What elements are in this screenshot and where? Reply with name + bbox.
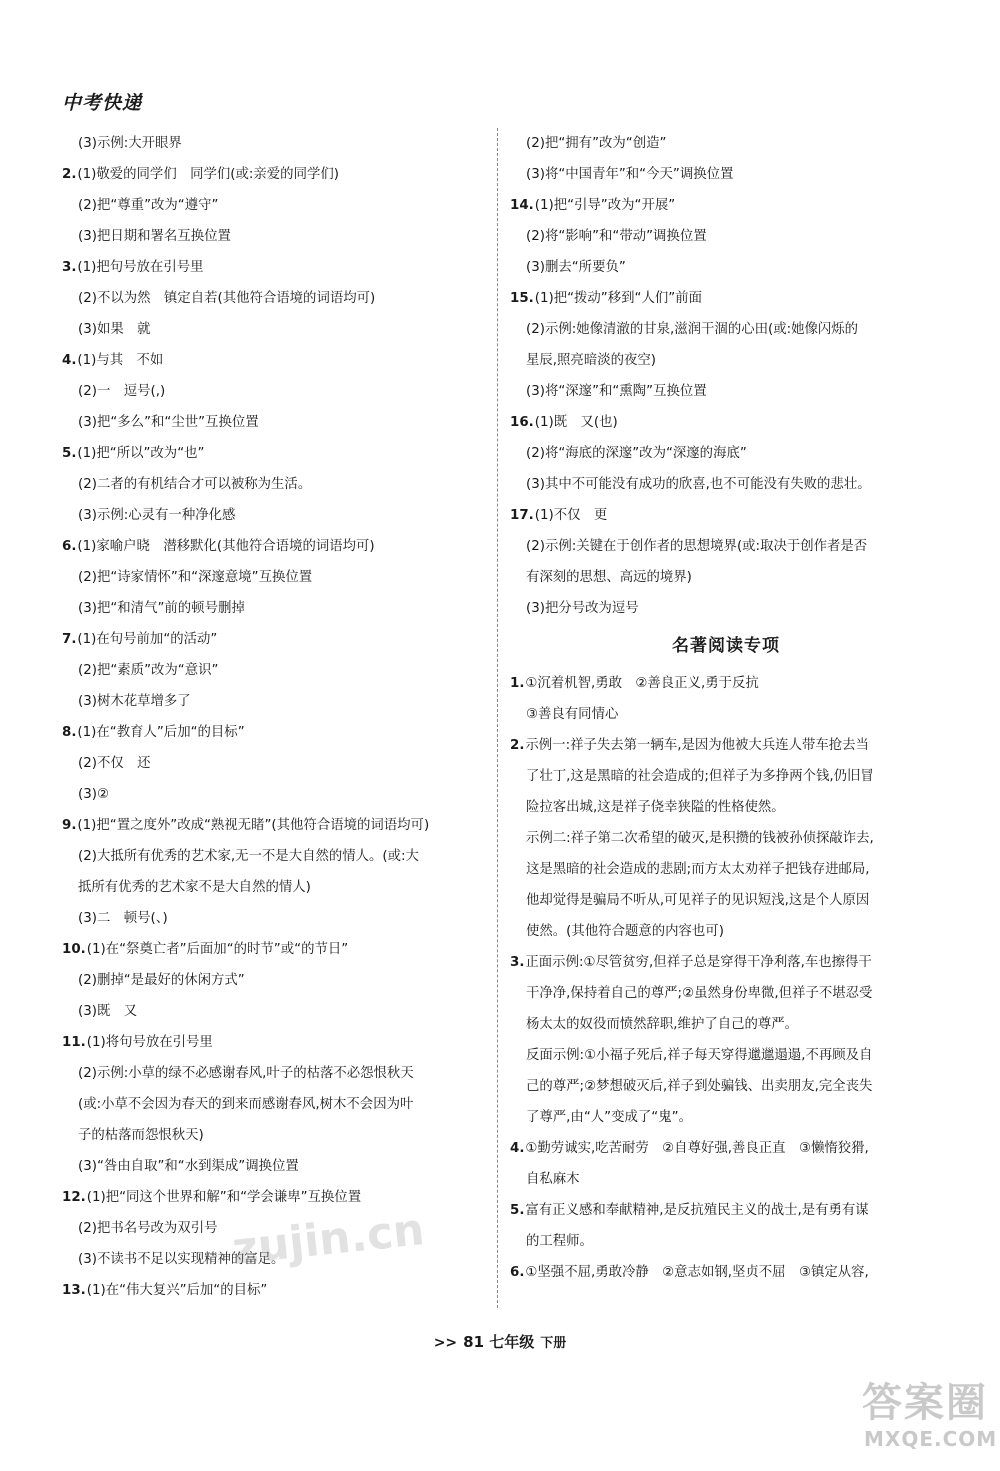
question-number: 13.: [62, 1283, 86, 1298]
answer-line: [510, 1102, 942, 1133]
answer-line: [510, 668, 942, 699]
answer-text: (1)把“所以”改为“也”: [77, 446, 205, 461]
section-title: 名著阅读专项: [672, 636, 780, 656]
answer-line: [62, 965, 488, 996]
footer-arrows: >>: [433, 1335, 458, 1351]
answer-line: [510, 345, 942, 376]
answer-line: [62, 562, 488, 593]
answer-text: 了壮丁,这是黑暗的社会造成的;但祥子为多挣两个钱,仍旧冒: [526, 769, 874, 784]
question-number: 4.: [62, 353, 77, 368]
answer-text: (2)二者的有机结合才可以被称为生活。: [78, 477, 312, 492]
answer-line: [62, 655, 488, 686]
answer-text: 干净净,保持着自己的尊严;②虽然身份卑微,但祥子不堪忍受: [526, 986, 873, 1001]
answer-line: [62, 717, 488, 748]
answer-line: [62, 221, 488, 252]
answer-text: ①勤劳诚实,吃苦耐劳 ②自尊好强,善良正直 ③懒惰狡猾,: [525, 1141, 869, 1156]
answer-text: (2)将“影响”和“带动”调换位置: [526, 229, 707, 244]
answer-line: [510, 252, 942, 283]
right-column: [510, 128, 942, 1288]
answer-line: [510, 947, 942, 978]
answer-text: 自私麻木: [526, 1172, 580, 1187]
answer-text: (2)不以为然 镇定自若(其他符合语境的词语均可): [78, 291, 376, 306]
answer-line: [62, 1151, 488, 1182]
answer-line: [62, 903, 488, 934]
answer-line: [62, 1275, 488, 1306]
answer-text: (1)把“引导”改为“开展”: [534, 198, 676, 213]
answer-text: (2)大抵所有优秀的艺术家,无一不是大自然的情人。(或:大: [78, 849, 419, 864]
answer-text: (1)与其 不如: [77, 353, 164, 368]
answer-line: [510, 730, 942, 761]
question-number: 3.: [510, 955, 525, 970]
watermark-logo-text: 答案圈: [862, 1380, 988, 1426]
answer-line: [510, 438, 942, 469]
answer-line: [62, 252, 488, 283]
answer-text: (3)把分号改为逗号: [526, 601, 639, 616]
section-header: 中考快递: [62, 92, 143, 114]
question-number: 11.: [62, 1035, 86, 1050]
answer-line: [510, 469, 942, 500]
answer-line: [62, 996, 488, 1027]
volume-label: 下册: [540, 1336, 567, 1351]
answer-line: [510, 916, 942, 947]
answer-line: [62, 779, 488, 810]
question-number: 17.: [510, 508, 534, 523]
answer-line: [510, 854, 942, 885]
answer-text: 子的枯落而怨恨秋天): [78, 1128, 204, 1143]
answer-line: [62, 128, 488, 159]
answer-text: (3)二 顿号(、): [78, 911, 168, 926]
answer-line: [62, 1027, 488, 1058]
question-number: 5.: [62, 446, 77, 461]
answer-text: 抵所有优秀的艺术家不是大自然的情人): [78, 880, 311, 895]
question-number: 2.: [510, 738, 525, 753]
answer-text: (3)不读书不足以实现精神的富足。: [78, 1252, 285, 1267]
grade-label: 七年级: [489, 1333, 535, 1351]
answer-text: 示例二:祥子第二次希望的破灭,是积攒的钱被孙侦探敲诈去,: [526, 831, 874, 846]
answer-line: [510, 1164, 942, 1195]
question-number: 5.: [510, 1203, 525, 1218]
answer-line: [62, 500, 488, 531]
answer-line: [62, 841, 488, 872]
answer-line: [510, 407, 942, 438]
answer-line: [510, 1195, 942, 1226]
question-number: 6.: [62, 539, 77, 554]
answer-line: [510, 314, 942, 345]
answer-line: [62, 345, 488, 376]
answer-line: [62, 438, 488, 469]
answer-line: [510, 792, 942, 823]
question-number: 3.: [62, 260, 77, 275]
answer-text: (3)把“多么”和“尘世”互换位置: [78, 415, 259, 430]
answer-line: [510, 699, 942, 730]
answer-line: [510, 221, 942, 252]
answer-line: [510, 190, 942, 221]
answer-text: (3)既 又: [78, 1004, 138, 1019]
question-number: 7.: [62, 632, 77, 647]
answer-line: [510, 159, 942, 190]
answer-line: [510, 978, 942, 1009]
answer-line: [510, 1257, 942, 1288]
answer-text: 使然。(其他符合题意的内容也可): [526, 924, 724, 939]
answer-text: (1)把句号放在引号里: [77, 260, 204, 275]
answer-text: (2)把书名号改为双引号: [78, 1221, 218, 1236]
answer-line: [62, 1182, 488, 1213]
answer-text: 反面示例:①小福子死后,祥子每天穿得邋邋遢遢,不再顾及自: [526, 1048, 873, 1063]
answer-text: (3)把日期和署名互换位置: [78, 229, 231, 244]
answer-text: 这是黑暗的社会造成的悲剧;而方太太劝祥子把钱存进邮局,: [526, 862, 870, 877]
answer-text: (1)敬爱的同学们 同学们(或:亲爱的同学们): [77, 167, 339, 182]
answer-text: 星辰,照亮暗淡的夜空): [526, 353, 656, 368]
answer-text: (3)“咎由自取”和“水到渠成”调换位置: [78, 1159, 299, 1174]
answer-text: (3)删去“所要负”: [526, 260, 626, 275]
answer-text: (2)示例:小草的绿不必感谢春风,叶子的枯落不必怨恨秋天: [78, 1066, 414, 1081]
answer-line: [62, 314, 488, 345]
answer-text: (1)把“拨动”移到“人们”前面: [534, 291, 702, 306]
answer-text: 杨太太的奴役而愤然辞职,维护了自己的尊严。: [526, 1017, 799, 1032]
answer-text: (2)把“拥有”改为“创造”: [526, 136, 667, 151]
column-divider: [497, 128, 498, 1308]
answer-line: [62, 407, 488, 438]
question-number: 10.: [62, 942, 86, 957]
question-number: 12.: [62, 1190, 86, 1205]
answer-text: (3)将“深邃”和“熏陶”互换位置: [526, 384, 707, 399]
answer-text: (1)在“祭奠亡者”后面加“的时节”或“的节日”: [86, 942, 349, 957]
answer-line: [62, 934, 488, 965]
answer-text: (2)不仅 还: [78, 756, 151, 771]
answer-line: [510, 1071, 942, 1102]
answer-text: (1)在“教育人”后加“的目标”: [77, 725, 245, 740]
answer-text: (2)删掉“是最好的休闲方式”: [78, 973, 245, 988]
question-number: 1.: [510, 676, 525, 691]
answer-text: (2)把“素质”改为“意识”: [78, 663, 219, 678]
answer-text: (2)把“诗家情怀”和“深邃意境”互换位置: [78, 570, 313, 585]
answer-line: [62, 624, 488, 655]
answer-line: [62, 1120, 488, 1151]
answer-text: ①沉着机智,勇敢 ②善良正义,勇于反抗: [525, 676, 759, 691]
question-number: 4.: [510, 1141, 525, 1156]
answer-line: [510, 376, 942, 407]
site-watermark: [860, 1371, 998, 1463]
answer-line: [510, 1133, 942, 1164]
overlay-watermark: zujin.cn: [229, 1204, 427, 1275]
answer-line: [62, 190, 488, 221]
answer-text: (3)示例:心灵有一种净化感: [78, 508, 236, 523]
page-number: 81: [463, 1333, 485, 1351]
answer-text: (1)家喻户晓 潜移默化(其他符合语境的词语均可): [77, 539, 375, 554]
answer-line: [510, 761, 942, 792]
question-number: 16.: [510, 415, 534, 430]
answer-line: [510, 562, 942, 593]
answer-text: 险拉客出城,这是祥子侥幸狭隘的性格使然。: [526, 800, 785, 815]
answer-line: [62, 469, 488, 500]
answer-line: [510, 885, 942, 916]
answer-text: (1)将句号放在引号里: [86, 1035, 213, 1050]
answer-line: [62, 376, 488, 407]
answer-line: [62, 159, 488, 190]
watermark-url: MXQE.COM: [864, 1427, 998, 1451]
answer-line: [510, 128, 942, 159]
answer-text: (3)②: [78, 787, 109, 802]
answer-text: (1)把“同这个世界和解”和“学会谦卑”互换位置: [86, 1190, 362, 1205]
answer-text: (或:小草不会因为春天的到来而感谢春风,树木不会因为叶: [78, 1097, 414, 1112]
answer-text: (3)示例:大开眼界: [78, 136, 182, 151]
answer-text: (2)把“尊重”改为“遵守”: [78, 198, 219, 213]
left-column: [62, 128, 488, 1306]
question-number: 2.: [62, 167, 77, 182]
answer-text: 他却觉得是骗局不听从,可见祥子的见识短浅,这是个人原因: [526, 893, 870, 908]
answer-line: [62, 748, 488, 779]
answer-line: [62, 1058, 488, 1089]
answer-text: ③善良有同情心: [526, 707, 619, 722]
answer-text: 有深刻的思想、高远的境界): [526, 570, 692, 585]
answer-text: (3)如果 就: [78, 322, 151, 337]
answer-line: [510, 593, 942, 624]
answer-line: [62, 1089, 488, 1120]
answer-text: 了尊严,由“人”变成了“鬼”。: [526, 1110, 692, 1125]
answer-line: [510, 1009, 942, 1040]
answer-text: (1)既 又(也): [534, 415, 618, 430]
answer-line: [62, 810, 488, 841]
answer-line: [62, 593, 488, 624]
answer-text: (3)其中不可能没有成功的欣喜,也不可能没有失败的悲壮。: [526, 477, 871, 492]
answer-text: 的工程师。: [526, 1234, 593, 1249]
answer-text: (2)将“海底的深邃”改为“深邃的海底”: [526, 446, 747, 461]
answer-text: (1)把“置之度外”改成“熟视无睹”(其他符合语境的词语均可): [77, 818, 430, 833]
question-number: 6.: [510, 1265, 525, 1280]
answer-text: (3)把“和清气”前的顿号删掉: [78, 601, 245, 616]
answer-text: (2)一 逗号(,): [78, 384, 166, 399]
answer-text: (1)在句号前加“的活动”: [77, 632, 218, 647]
question-number: 9.: [62, 818, 77, 833]
answer-text: ①坚强不屈,勇敢冷静 ②意志如钢,坚贞不屈 ③镇定从容,: [525, 1265, 869, 1280]
answer-line: [510, 283, 942, 314]
answer-line: [510, 1040, 942, 1071]
question-number: 8.: [62, 725, 77, 740]
answer-line: [62, 686, 488, 717]
answer-line: [510, 531, 942, 562]
answer-line: [510, 823, 942, 854]
answer-line: [510, 1226, 942, 1257]
answer-text: 正面示例:①尽管贫穷,但祥子总是穿得干净利落,车也擦得干: [525, 955, 872, 970]
answer-text: (1)在“伟大复兴”后加“的目标”: [86, 1283, 268, 1298]
answer-line: [62, 531, 488, 562]
question-number: 14.: [510, 198, 534, 213]
answer-text: (2)示例:关键在于创作者的思想境界(或:取决于创作者是否: [526, 539, 868, 554]
answer-text: (2)示例:她像清澈的甘泉,滋润干涸的心田(或:她像闪烁的: [526, 322, 859, 337]
answer-text: (3)树木花草增多了: [78, 694, 191, 709]
page-footer: [0, 1331, 1000, 1352]
question-number: 15.: [510, 291, 534, 306]
answer-text: (1)不仅 更: [534, 508, 608, 523]
answer-text: 己的尊严;②梦想破灭后,祥子到处骗钱、出卖朋友,完全丧失: [526, 1079, 873, 1094]
answer-line: [62, 283, 488, 314]
answer-text: (3)将“中国青年”和“今天”调换位置: [526, 167, 734, 182]
answer-text: 富有正义感和奉献精神,是反抗殖民主义的战士,是有勇有谋: [525, 1203, 869, 1218]
answer-line: [62, 872, 488, 903]
answer-text: 示例一:祥子失去第一辆车,是因为他被大兵连人带车抢去当: [525, 738, 869, 753]
answer-line: [510, 500, 942, 531]
